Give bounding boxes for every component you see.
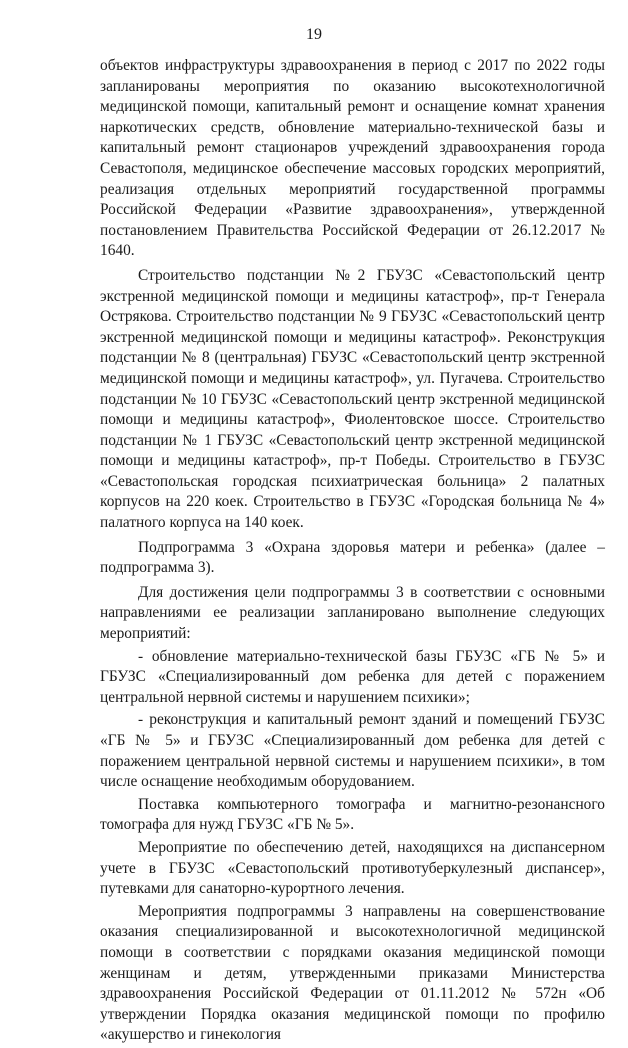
- paragraph-construction: Строительство подстанции №2 ГБУЗС «Севастопольский центр экстренной медицинской помощи и медицины катастроф», пр-т Генерала Острякова. Строительство подстанции № 9 ГБУЗС «Севастопольский центр экстренной медицинской помощи и медицины катастроф». Реконструкция подстанции № 8 (центральная) ГБУЗС «Севастопольский центр экстренной медицинской помощи и медицины катастроф», ул. Пугачева. Строительство подстанции № 10 ГБУЗС «Севастопольский центр экстренной медицинской помощи и медицины катастроф», Фиолентовское шоссе. Строительство подстанции № 1 ГБУЗС «Севастопольский центр экстренной медицинской помощи и медицины катастроф», пр-т Победы. Строительство в ГБУЗС «Севастопольская городская психиатрическая больница» 2 палатных корпусов на 220 коек. Строительство в ГБУЗС «Городская больница № 4» палатного корпуса на 140 коек.: [100, 266, 605, 532]
- paragraph-subprogram-3: Подпрограмма 3 «Охрана здоровья матери и ребенка» (далее – подпрограмма 3).: [100, 538, 605, 577]
- page-body: [100, 56, 605, 1048]
- paragraph-tb-dispensary: Мероприятие по обеспечению детей, находящихся на диспансерном учете в ГБУЗС «Севастопольский противотуберкулезный диспансер», путевками для санаторно-курортного лечения.: [100, 838, 605, 898]
- paragraph-goals: Для достижения цели подпрограммы 3 в соответствии с основными направлениями ее реализации запланировано выполнение следующих мероприятий:: [100, 583, 605, 643]
- paragraph-tomograph: Поставка компьютерного томографа и магнитно-резонансного томографа для нужд ГБУЗС «ГБ № 5».: [100, 795, 605, 834]
- paragraph-measures: Мероприятия подпрограммы 3 направлены на совершенствование оказания специализированной и высокотехнологичной медицинской помощи в соответствии с порядками оказания медицинской помощи женщинам и детям, утвержденными приказами Министерства здравоохранения Российской Федерации от 01.11.2012 № 572н «Об утверждении Порядка оказания медицинской помощи по профилю «акушерство и гинекология: [100, 902, 605, 1044]
- list-item-reconstruction: - реконструкция и капитальный ремонт зданий и помещений ГБУЗС «ГБ № 5» и ГБУЗС «Специализированный дом ребенка для детей с поражением центральной нервной системы и нарушением психики», в том числе оснащение необходимым оборудованием.: [100, 711, 605, 791]
- page-number: 19: [306, 26, 322, 43]
- list-item-update: - обновление материально-технической базы ГБУЗС «ГБ № 5» и ГБУЗС «Специализированный дом ребенка для детей с поражением центральной нервной системы и нарушением психики»;: [100, 647, 605, 706]
- paragraph-continuation: объектов инфраструктуры здравоохранения в период с 2017 по 2022 годы запланированы мероприятия по оказанию высокотехнологичной медицинской помощи, капитальный ремонт и оснащение комнат хранения наркотических средств, обновление материально-технической базы и капитальный ремонт стационаров учреждений здравоохранения города Севастополя, медицинское обеспечение массовых городских мероприятий, реализация отдельных мероприятий государственной программы Российской Федерации «Развитие здравоохранения», утвержденной постановлением Правительства Российской Федерации от 26.12.2017 № 1640.: [100, 57, 605, 260]
